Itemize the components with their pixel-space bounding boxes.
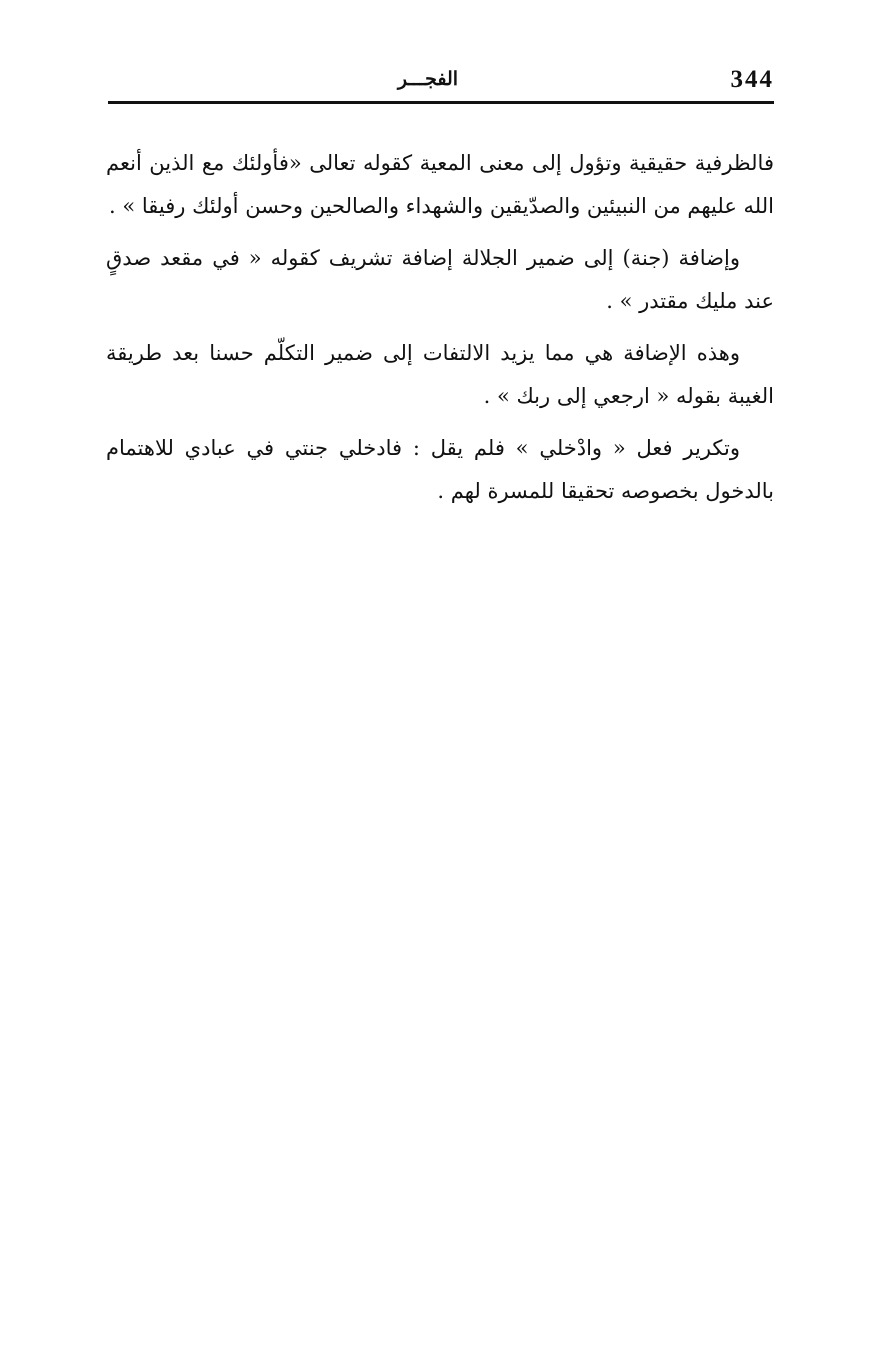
header-rule [108,101,774,104]
page-body [106,142,774,522]
page-header [108,60,774,102]
running-title: الفجـــر [397,68,459,90]
paragraph-2: وإضافة (جنة) إلى ضمير الجلالة إضافة تشريف كقوله « في مقعد صدقٍ عند مليك مقتدر » . [106,246,774,313]
paragraph-1: فالظرفية حقيقية وتؤول إلى معنى المعية كقوله تعالى «فأولئك مع الذين أنعم الله عليهم من النبيئين والصدّيقين والشهداء والصالحين وحسن أولئك رفيقا » . [106,151,774,218]
page-number: 344 [730,66,774,93]
paragraph-4: وتكرير فعل « وادْخلي » فلم يقل : فادخلي جنتي في عبادي للاهتمام بالدخول بخصوصه تحقيقا للمسرة لهم . [106,436,774,503]
paragraph-3: وهذه الإضافة هي مما يزيد الالتفات إلى ضمير التكلّم حسنا بعد طريقة الغيبة بقوله « ارجعي إلى ربك » . [106,341,774,408]
